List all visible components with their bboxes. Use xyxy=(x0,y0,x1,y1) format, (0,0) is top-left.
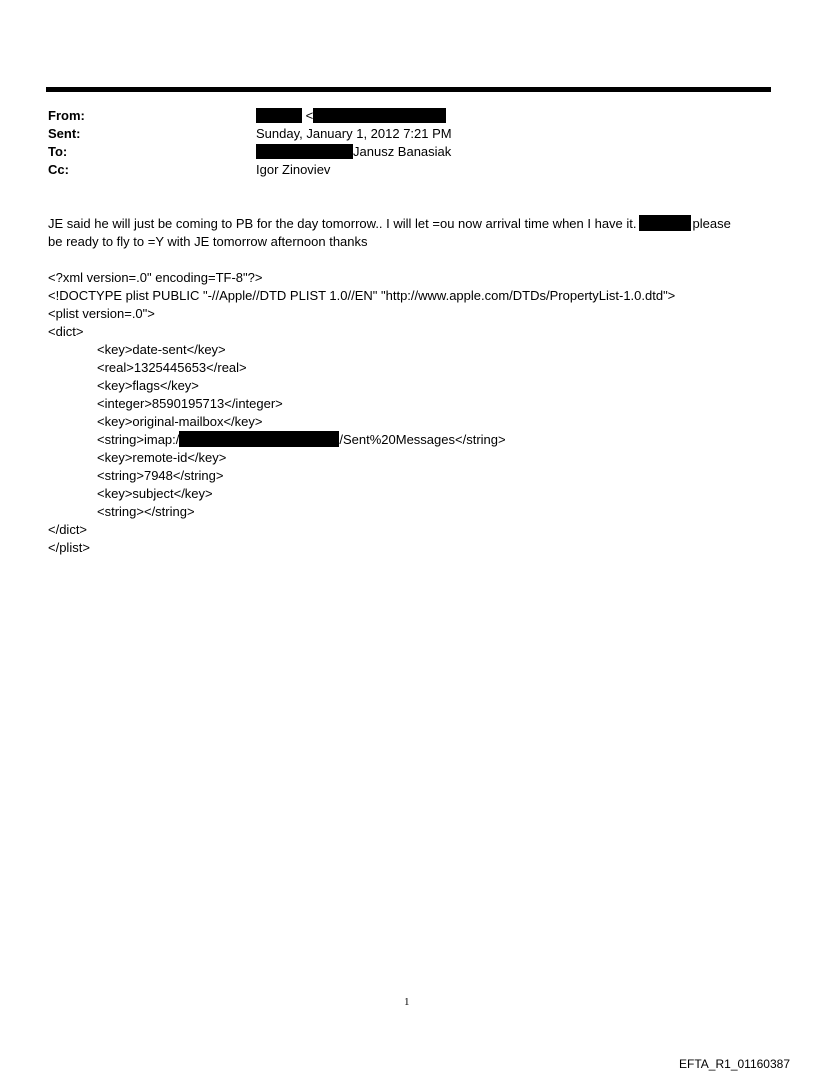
redaction-block xyxy=(256,144,353,159)
message-text-a: JE said he will just be coming to PB for the day tomorrow.. I will let =ou now arrival time when I have it. xyxy=(48,216,637,231)
header-rule xyxy=(46,87,771,92)
plist-entry: <key>subject</key> xyxy=(97,486,213,501)
plist-entry: <integer>8590195713</integer> xyxy=(97,396,283,411)
imap-prefix: <string>imap:/ xyxy=(97,432,180,447)
dict-open: <dict> xyxy=(48,324,84,339)
cc-value: Igor Zinoviev xyxy=(256,162,331,177)
sent-label: Sent: xyxy=(48,126,81,141)
to-name: Janusz Banasiak xyxy=(353,144,452,159)
plist-entry: <real>1325445653</real> xyxy=(97,360,247,375)
page-number: 1 xyxy=(404,996,410,1008)
doctype-line: <!DOCTYPE plist PUBLIC "-//Apple//DTD PLIST 1.0//EN" "http://www.apple.com/DTDs/PropertyList-1.0.dtd"> xyxy=(48,288,676,303)
plist-open: <plist version=.0"> xyxy=(48,306,155,321)
redaction-block xyxy=(313,108,446,123)
plist-close: </plist> xyxy=(48,540,90,555)
message-line-1 xyxy=(48,215,731,233)
cc-label: Cc: xyxy=(48,162,69,177)
dict-close: </dict> xyxy=(48,522,88,537)
redaction-block xyxy=(256,108,302,123)
plist-entry: <string>7948</string> xyxy=(97,468,224,483)
document-id: EFTA_R1_01160387 xyxy=(679,1057,790,1071)
from-value xyxy=(256,107,446,125)
from-label: From: xyxy=(48,108,85,123)
message-text-b: please xyxy=(692,216,731,231)
plist-entry: <key>original-mailbox</key> xyxy=(97,414,263,429)
plist-entry: <key>flags</key> xyxy=(97,378,199,393)
plist-imap-line xyxy=(97,431,506,449)
imap-suffix: /Sent%20Messages</string> xyxy=(339,432,506,447)
redaction-block xyxy=(639,215,691,231)
message-line-2: be ready to fly to =Y with JE tomorrow afternoon thanks xyxy=(48,234,368,249)
plist-entry: <string></string> xyxy=(97,504,195,519)
to-value xyxy=(256,143,451,161)
plist-entry: <key>date-sent</key> xyxy=(97,342,226,357)
to-label: To: xyxy=(48,144,68,159)
plist-entry: <key>remote-id</key> xyxy=(97,450,227,465)
redaction-block xyxy=(179,431,339,447)
xml-declaration: <?xml version=.0" encoding=TF-8"?> xyxy=(48,270,263,285)
sent-value: Sunday, January 1, 2012 7:21 PM xyxy=(256,126,452,141)
from-separator: < xyxy=(305,108,314,123)
